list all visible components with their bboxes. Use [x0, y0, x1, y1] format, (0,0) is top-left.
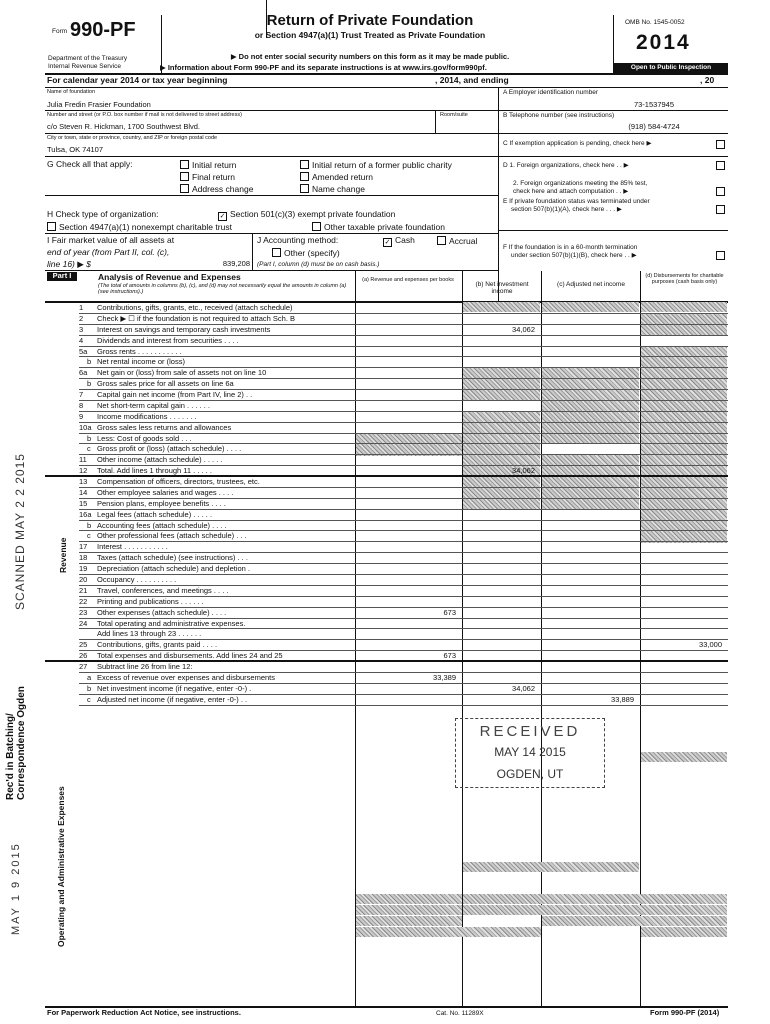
g-address-change[interactable]: Address change — [180, 184, 253, 195]
col-a-header: (a) Revenue and expenses per books — [362, 277, 454, 283]
line-description: Gross sales price for all assets on line 6a — [97, 379, 234, 389]
line-number: 19 — [79, 564, 88, 574]
city-value: Tulsa, OK 74107 — [47, 145, 104, 154]
line-number: 17 — [79, 542, 88, 552]
line-description: Capital gain net income (from Part IV, line 2) . . — [97, 390, 253, 400]
line-number: 13 — [79, 477, 88, 487]
h-other-taxable[interactable]: Other taxable private foundation — [312, 222, 445, 233]
line-number: a — [87, 672, 92, 682]
ein-label: A Employer identification number — [503, 89, 599, 96]
line-description: Total. Add lines 1 through 11 . . . . . — [97, 466, 212, 476]
line-description: Income modifications . . . . . . . — [97, 411, 197, 421]
line-number: b — [87, 520, 92, 530]
exemption-pending-label: C If exemption application is pending, check here ▶ — [503, 140, 652, 147]
part-i-title: Analysis of Revenue and Expenses — [98, 272, 241, 282]
line-description: Gross profit or (loss) (attach schedule) . . . . — [97, 444, 242, 454]
amount-col-a[interactable]: 33,389 — [433, 672, 456, 682]
j-note: (Part I, column (d) must be on cash basis.) — [257, 261, 380, 268]
j-accrual[interactable]: Accrual — [437, 236, 477, 247]
i-label-1: I Fair market value of all assets at — [47, 235, 175, 245]
received-stamp: RECEIVED MAY 14 2015 OGDEN, UT — [455, 718, 605, 788]
line-description: Taxes (attach schedule) (see instructions) . . . — [97, 553, 248, 563]
line-description: Other income (attach schedule) . . . . . — [97, 455, 223, 465]
ein-value: 73-1537945 — [633, 100, 675, 109]
line-description: Contributions, gifts, grants, etc., received (attach schedule) — [97, 303, 293, 312]
line-number: 11 — [79, 455, 87, 465]
g-label: G Check all that apply: — [47, 159, 133, 169]
line-description: Compensation of officers, directors, trustees, etc. — [97, 477, 260, 487]
line-description: Net short-term capital gain . . . . . . — [97, 400, 210, 410]
h-501c3[interactable]: ✓ Section 501(c)(3) exempt private foundation — [219, 209, 396, 220]
g-final-return[interactable]: Final return — [180, 172, 235, 183]
line-number: 7 — [79, 390, 84, 400]
footer-cat-no: Cat. No. 11289X — [436, 1010, 484, 1017]
g-initial-former[interactable]: Initial return of a former public charity — [300, 160, 452, 171]
col-b-header: (b) Net investment income — [475, 281, 529, 296]
line-number: 18 — [79, 553, 88, 563]
line-number: b — [87, 433, 92, 443]
notice-instructions: ▶ Information about Form 990-PF and its separate instructions is at www.irs.gov/form990pf. — [160, 63, 487, 72]
line-description: Adjusted net income (if negative, enter -0-) . . — [97, 694, 248, 704]
side-date-stamp: MAY 1 9 2015 — [10, 842, 22, 935]
part-i-tag: Part I — [47, 272, 77, 281]
line-description: Interest . . . . . . . . . . . — [97, 542, 168, 552]
h-4947[interactable]: Section 4947(a)(1) nonexempt charitable trust — [47, 222, 232, 233]
line-number: 16a — [79, 509, 92, 519]
line-description: Net gain or (loss) from sale of assets not on line 10 — [97, 368, 267, 378]
calendar-year-label: For calendar year 2014 or tax year beginning — [47, 75, 228, 85]
line-description: Travel, conferences, and meetings . . . . — [97, 585, 229, 595]
line-number: c — [87, 444, 91, 454]
amount-col-b[interactable]: 34,062 — [512, 683, 535, 693]
phone-value: (918) 584-4724 — [628, 122, 680, 131]
line-number: 2 — [79, 313, 84, 323]
line-number: 22 — [79, 596, 88, 606]
form-title: Return of Private Foundation — [266, 12, 474, 29]
line-description: Accounting fees (attach schedule) . . . . — [97, 520, 227, 530]
fmv-value: 839,208 — [222, 259, 250, 268]
line-description: Other professional fees (attach schedule) . . . — [97, 531, 247, 541]
d1-label: D 1. Foreign organizations, check here . . ▶ — [503, 162, 629, 169]
e-checkbox[interactable] — [716, 205, 725, 214]
form-label: Form — [52, 28, 68, 35]
scanned-stamp: SCANNED MAY 2 2 2015 — [13, 453, 27, 610]
line-description: Pension plans, employee benefits . . . . — [97, 498, 226, 508]
street-label: Number and street (or P.O. box number if mail is not delivered to street address) — [47, 112, 242, 118]
amount-col-c[interactable]: 33,889 — [611, 694, 634, 704]
line-description: Printing and publications . . . . . . — [97, 596, 204, 606]
amount-col-d[interactable]: 33,000 — [699, 640, 722, 650]
amount-col-b[interactable]: 34,062 — [512, 466, 535, 476]
tax-year-ending: , 2014, and ending — [435, 75, 509, 85]
d2-label-a: 2. Foreign organizations meeting the 85% test, — [513, 180, 648, 187]
street-address: c/o Steven R. Hickman, 1700 Southwest Blvd. — [47, 122, 200, 131]
col-d-header: (d) Disbursements for charitable purposes (cash basis only) — [645, 273, 724, 286]
line-number: 25 — [79, 640, 88, 650]
revenue-side-label: Revenue — [58, 537, 68, 573]
line-description: Gross rents . . . . . . . . . . . — [97, 346, 182, 356]
g-initial-return[interactable]: Initial return — [180, 160, 236, 171]
line-number: c — [87, 694, 91, 704]
line-number: 14 — [79, 487, 88, 497]
amount-col-a[interactable]: 673 — [443, 607, 456, 617]
part-i-note: (The total of amounts in columns (b), (c), and (d) may not necessarily equal the amounts in column (a) (see instructions).) — [98, 283, 347, 296]
line-number: 26 — [79, 651, 88, 661]
line-number: 6a — [79, 368, 88, 378]
exemption-pending-checkbox[interactable] — [716, 140, 725, 149]
line-number: 15 — [79, 498, 88, 508]
f-label-b: under section 507(b)(1)(B), check here . . ▶ — [511, 252, 637, 259]
j-other[interactable]: Other (specify) — [272, 248, 340, 259]
line-number: 23 — [79, 607, 88, 617]
line-number: 24 — [79, 618, 88, 628]
line-description: Excess of revenue over expenses and disbursements — [97, 672, 276, 682]
line-number: 3 — [79, 324, 84, 334]
expenses-side-label: Operating and Administrative Expenses — [56, 786, 66, 947]
footer-form: Form 990-PF (2014) — [650, 1008, 720, 1017]
footer-paperwork: For Paperwork Reduction Act Notice, see instructions. — [47, 1008, 241, 1017]
d2-checkbox[interactable] — [716, 187, 725, 196]
line-description: Legal fees (attach schedule) . . . . . — [97, 509, 213, 519]
j-cash[interactable]: ✓ Cash — [384, 235, 415, 246]
batching-stamp: Rec'd in Batching/ Correspondence Ogden — [5, 686, 27, 800]
line-number: 5a — [79, 346, 88, 356]
col-c-header: (c) Adjusted net income — [557, 281, 625, 288]
f-checkbox[interactable] — [716, 251, 725, 260]
line-number: b — [87, 357, 92, 367]
line-description: Net investment income (if negative, enter -0-) . — [97, 683, 252, 693]
line-description: Contributions, gifts, grants paid . . . . — [97, 640, 218, 650]
phone-label: B Telephone number (see instructions) — [503, 112, 615, 119]
g-amended-return[interactable]: Amended return — [300, 172, 373, 183]
line-description: Less: Cost of goods sold . . . — [97, 433, 192, 443]
line-number: 12 — [79, 466, 88, 476]
city-label: City or town, state or province, country, and ZIP or foreign postal code — [47, 135, 218, 141]
line-description: Interest on savings and temporary cash investments — [97, 324, 271, 334]
line-description: Other employee salaries and wages . . . . — [97, 487, 234, 497]
irs-label: Internal Revenue Service — [48, 63, 121, 70]
j-label: J Accounting method: — [257, 235, 339, 245]
tax-year: 2014 — [636, 31, 691, 54]
room-label: Room/suite — [440, 112, 468, 118]
amount-col-b[interactable]: 34,062 — [512, 324, 535, 334]
d1-checkbox[interactable] — [716, 161, 725, 170]
i-label-2: end of year (from Part II, col. (c), — [47, 247, 170, 257]
line-number: b — [87, 379, 92, 389]
h-label: H Check type of organization: — [47, 209, 159, 219]
amount-col-a[interactable]: 673 — [443, 651, 456, 661]
line-description: Total operating and administrative expenses. — [97, 618, 246, 628]
line-description: Total expenses and disbursements. Add lines 24 and 25 — [97, 651, 283, 661]
e-label-a: E If private foundation status was terminated under — [503, 198, 650, 205]
e-label-b: section 507(b)(1)(A), check here . . . ▶ — [511, 206, 622, 213]
line-description: Occupancy . . . . . . . . . . — [97, 575, 177, 584]
f-label-a: F If the foundation is in a 60-month termination — [503, 244, 638, 251]
line-number: 27 — [79, 662, 88, 672]
line-description: Net rental income or (loss) — [97, 357, 185, 367]
line-number: 20 — [79, 575, 88, 584]
line-description: Add lines 13 through 23 . . . . . . — [97, 629, 202, 639]
line-number: 10a — [79, 422, 92, 432]
line-description: Check ▶ ☐ if the foundation is not required to attach Sch. B — [97, 313, 296, 323]
d2-label-b: check here and attach computation . . ▶ — [513, 188, 629, 195]
name-label: Name of foundation — [47, 89, 96, 95]
line-number: 1 — [79, 303, 84, 312]
department: Department of the Treasury — [48, 55, 128, 62]
line-number: 8 — [79, 400, 84, 410]
line-number: b — [87, 683, 92, 693]
tax-year-end-20: , 20 — [700, 75, 715, 85]
notice-ssn: ▶ Do not enter social security numbers on this form as it may be made public. — [230, 52, 510, 61]
line-description: Subtract line 26 from line 12: — [97, 662, 193, 672]
line-description: Depreciation (attach schedule) and depletion . — [97, 564, 251, 574]
i-label-3: line 16) ▶ $ — [47, 259, 91, 269]
line-description: Dividends and interest from securities . . . . — [97, 335, 239, 345]
g-name-change[interactable]: Name change — [300, 184, 365, 195]
line-number: c — [87, 531, 91, 541]
line-description: Gross sales less returns and allowances — [97, 422, 232, 432]
open-public-badge: Open to Public Inspection — [614, 63, 728, 73]
omb-number: OMB No. 1545-0052 — [625, 19, 685, 26]
line-number: 4 — [79, 335, 84, 345]
form-subtitle: or Section 4947(a)(1) Trust Treated as Private Foundation — [254, 30, 486, 40]
foundation-name: Julia Fredin Frasier Foundation — [47, 100, 151, 109]
line-number: 9 — [79, 411, 84, 421]
line-number: 21 — [79, 585, 88, 595]
line-description: Other expenses (attach schedule) . . . . — [97, 607, 227, 617]
form-number: 990-PF — [70, 19, 136, 41]
